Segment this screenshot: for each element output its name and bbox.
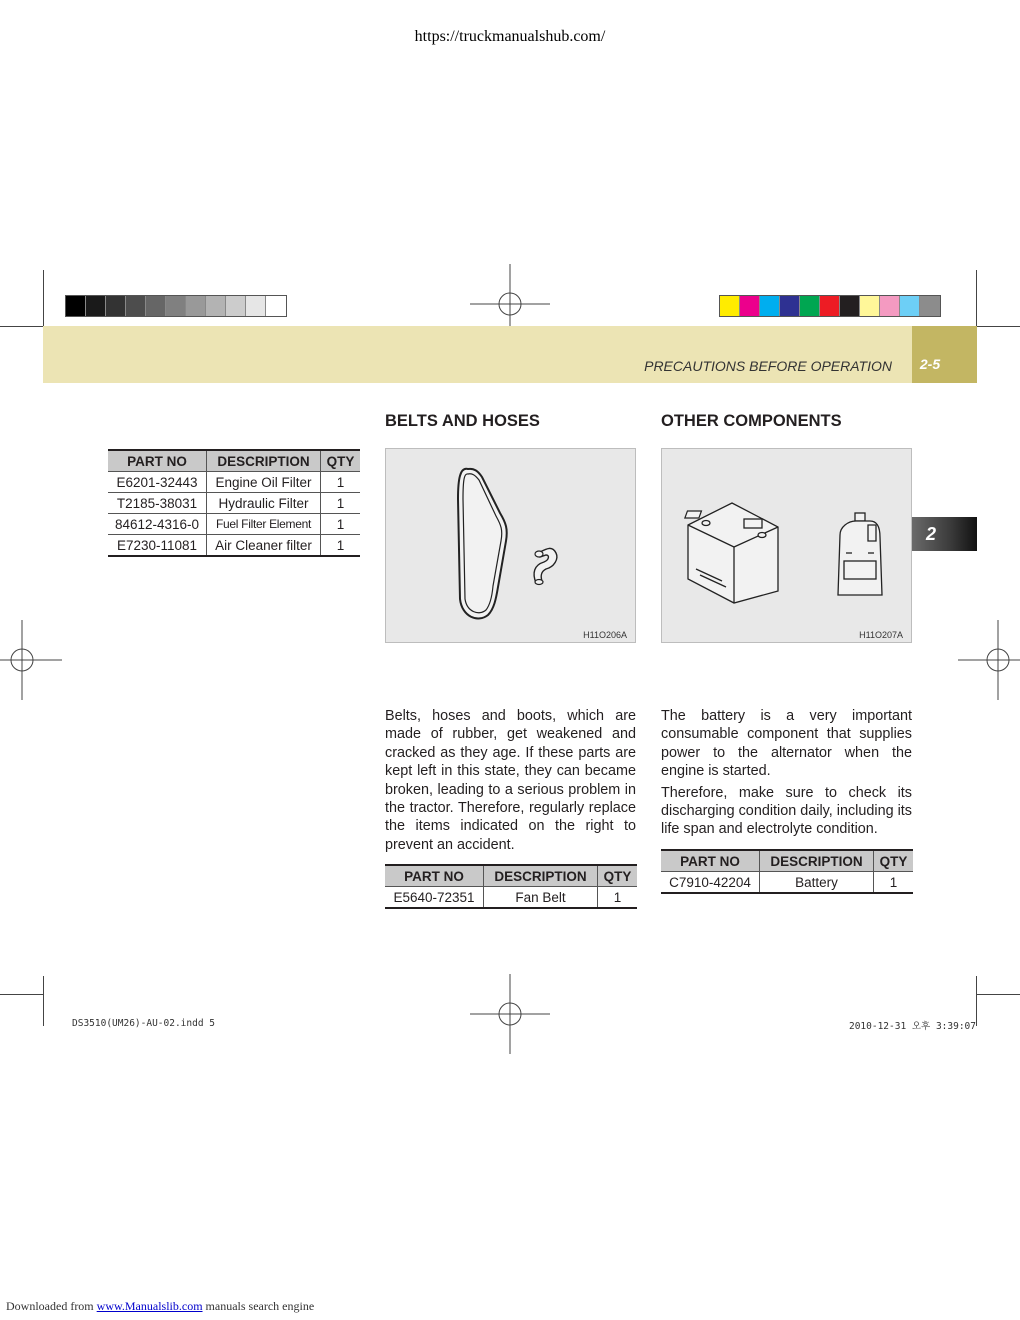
other-components-figure: [661, 448, 912, 643]
color-swatch: [66, 296, 86, 316]
color-swatch: [740, 296, 760, 316]
table-row: [385, 887, 637, 909]
qty-cell: 1: [321, 514, 361, 535]
registration-mark-left: [0, 620, 62, 700]
other-parts-table: [661, 849, 913, 894]
color-swatch: [126, 296, 146, 316]
column-header: DESCRIPTION: [207, 450, 321, 472]
color-swatch: [226, 296, 246, 316]
belts-figure: [385, 448, 636, 643]
belts-paragraph: Belts, hoses and boots, which are made of rubber, get weakened and cracked as they age. If these parts are kept left in this state, they can became broken, leading to a serious problem in the tractor. Therefore, regularly replace the items indicated on the right to prevent an accident.: [385, 708, 636, 853]
column-header: QTY: [321, 450, 361, 472]
color-swatch: [146, 296, 166, 316]
color-swatch: [900, 296, 920, 316]
description-cell: Air Cleaner filter: [207, 535, 321, 557]
table-row: [108, 472, 360, 493]
belts-section-title: BELTS AND HOSES: [385, 412, 540, 430]
table-row: [661, 872, 913, 894]
filters-table: [108, 449, 360, 557]
battery-icon: [685, 503, 778, 603]
header-page-tab: [912, 326, 977, 383]
color-swatch: [720, 296, 740, 316]
part-no-cell: C7910-42204: [661, 872, 760, 894]
qty-cell: 1: [874, 872, 914, 894]
color-swatch: [800, 296, 820, 316]
table-row: [108, 493, 360, 514]
column-header: DESCRIPTION: [760, 850, 874, 872]
crop-mark: [976, 270, 977, 326]
table-row: [108, 535, 360, 557]
figure-code: H11O207A: [859, 630, 903, 640]
crop-mark: [0, 326, 44, 327]
manualslib-link[interactable]: www.Manualslib.com: [96, 1299, 203, 1313]
crop-mark: [976, 326, 1020, 327]
color-swatch: [820, 296, 840, 316]
table-header-row: [661, 850, 913, 872]
column-header: PART NO: [108, 450, 207, 472]
description-cell: Fan Belt: [484, 887, 598, 909]
download-suffix: manuals search engine: [202, 1299, 315, 1313]
qty-cell: 1: [321, 535, 361, 557]
process-color-bar: [719, 295, 941, 317]
color-swatch: [106, 296, 126, 316]
color-swatch: [246, 296, 266, 316]
crop-mark: [43, 270, 44, 326]
registration-mark-bottom: [470, 974, 550, 1054]
column-header: DESCRIPTION: [484, 865, 598, 887]
electrolyte-jug-icon: [838, 513, 882, 595]
crop-mark: [976, 976, 977, 1026]
footer-timestamp: 2010-12-31 오후 3:39:07: [848, 1021, 976, 1032]
description-cell: Hydraulic Filter: [207, 493, 321, 514]
color-swatch: [840, 296, 860, 316]
description-cell: Fuel Filter Element: [207, 514, 321, 535]
fan-belt-illustration: [386, 449, 635, 642]
description-cell: Battery: [760, 872, 874, 894]
chapter-tab: [912, 517, 977, 551]
belts-parts-table: [385, 864, 637, 909]
registration-mark-right: [958, 620, 1020, 700]
grayscale-color-bar: [65, 295, 287, 317]
color-swatch: [760, 296, 780, 316]
table-header-row: [108, 450, 360, 472]
other-paragraph-1: The battery is a very important consumable component that supplies power to the alternator when the engine is started.: [661, 708, 912, 780]
header-band: [43, 326, 912, 383]
crop-mark: [976, 994, 1020, 995]
figure-code: H11O206A: [583, 630, 627, 640]
table-row: [108, 514, 360, 535]
column-header: QTY: [874, 850, 914, 872]
source-url: https://truckmanualshub.com/: [414, 28, 606, 45]
color-swatch: [860, 296, 880, 316]
footer-filename: DS3510(UM26)-AU-02.indd 5: [72, 1018, 215, 1029]
chapter-number: 2: [926, 524, 937, 544]
part-no-cell: 84612-4316-0: [108, 514, 207, 535]
part-no-cell: E7230-11081: [108, 535, 207, 557]
column-header: QTY: [598, 865, 638, 887]
page-number: 2-5: [919, 356, 941, 372]
color-swatch: [206, 296, 226, 316]
belts-body: [385, 707, 636, 854]
download-note: [6, 1299, 314, 1314]
part-no-cell: T2185-38031: [108, 493, 207, 514]
color-swatch: [86, 296, 106, 316]
color-swatch: [880, 296, 900, 316]
other-body: [661, 707, 912, 839]
table-header-row: [385, 865, 637, 887]
crop-mark: [0, 994, 44, 995]
color-swatch: [166, 296, 186, 316]
part-no-cell: E6201-32443: [108, 472, 207, 493]
color-swatch: [266, 296, 286, 316]
color-swatch: [186, 296, 206, 316]
download-prefix: Downloaded from: [6, 1299, 97, 1313]
battery-illustration: [662, 449, 911, 642]
other-paragraph-2: Therefore, make sure to check its discharging condition daily, including its life span and electrolyte condition.: [661, 784, 912, 838]
part-no-cell: E5640-72351: [385, 887, 484, 909]
column-header: PART NO: [661, 850, 760, 872]
column-header: PART NO: [385, 865, 484, 887]
color-swatch: [920, 296, 940, 316]
qty-cell: 1: [321, 493, 361, 514]
description-cell: Engine Oil Filter: [207, 472, 321, 493]
other-section-title: OTHER COMPONENTS: [661, 412, 842, 430]
qty-cell: 1: [598, 887, 638, 909]
qty-cell: 1: [321, 472, 361, 493]
crop-mark: [43, 976, 44, 1026]
section-header-title: PRECAUTIONS BEFORE OPERATION: [644, 358, 892, 374]
color-swatch: [780, 296, 800, 316]
